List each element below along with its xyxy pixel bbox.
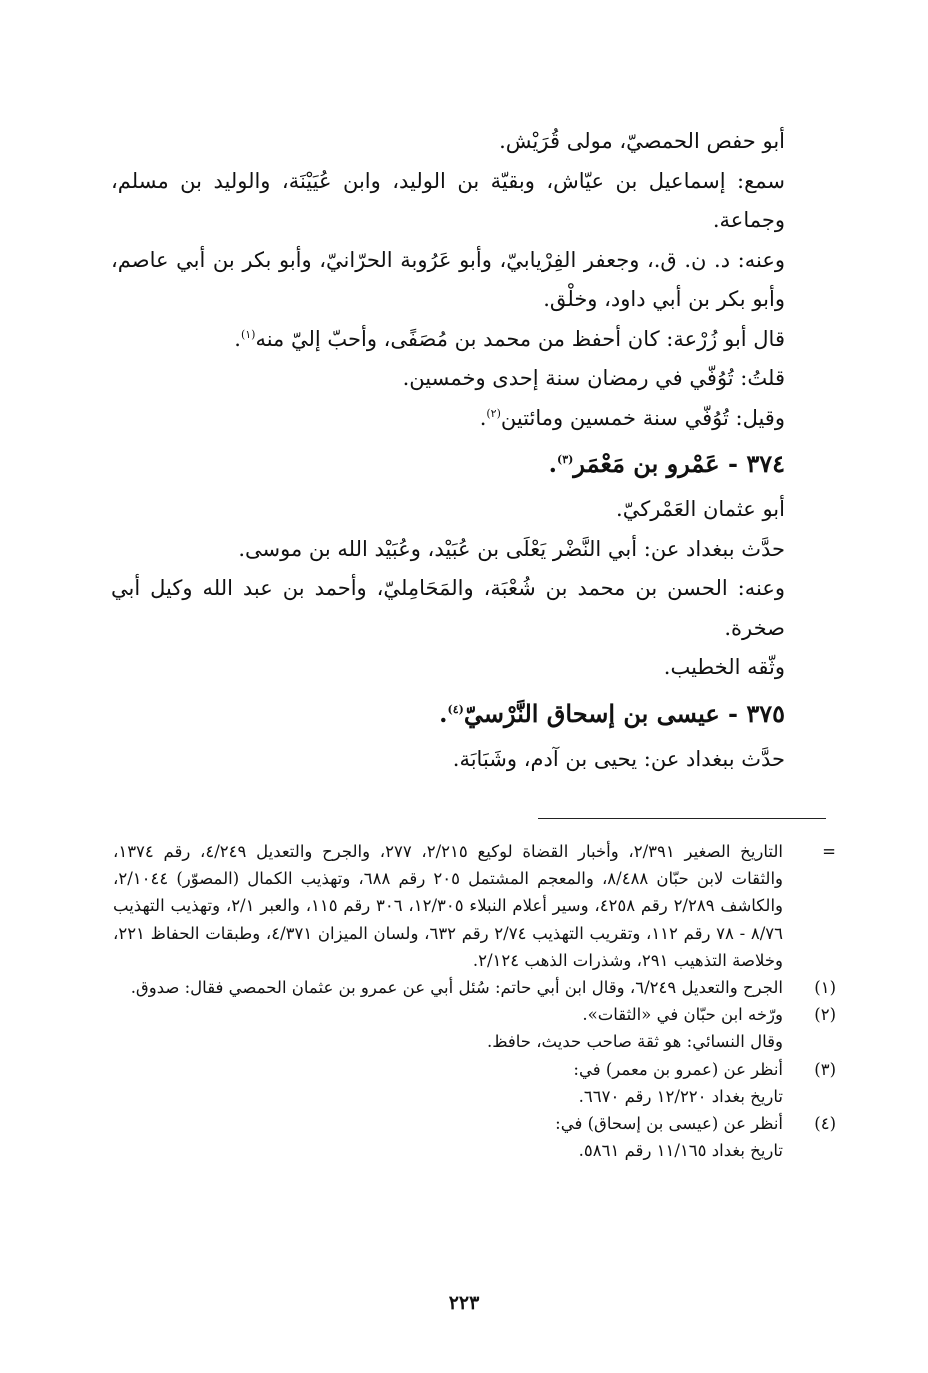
footnote-body [113, 1056, 783, 1110]
footnote-text: تاريخ بغداد ١١/١٦٥ رقم ٥٨٦١. [578, 1141, 783, 1161]
entry-375-heading-end: . [439, 698, 448, 728]
entry-374-authentication: وثّقه الخطيب. [663, 655, 785, 679]
footnote-text: أنظر عن (عيسى بن إسحاق) في: [555, 1114, 783, 1134]
footnote-mark: (٢) [814, 1005, 836, 1025]
footnote-text: أنظر عن (عمرو بن معمر) في: [573, 1059, 783, 1079]
footnote-ref-4: (٤) [447, 702, 464, 716]
footnote-text: تاريخ بغداد ١٢/٢٢٠ رقم ٦٦٧٠. [578, 1086, 783, 1106]
entry-374-name: عَمْرو بن مَعْمَر [573, 449, 720, 478]
entry-373-abu-zura-quote: قال أبو زُرْعة: كان أحفظ من محمد بن مُصَفًى، وأحبّ إليّ منه$^{(١)}$. [234, 326, 785, 351]
footnote-mark: (٤) [814, 1114, 836, 1134]
entry-374-number: ٣٧٤ [746, 449, 785, 478]
entry-374-narrated-in-baghdad: حدَّث ببغداد عن: أبي النَّضْر يَعْلَى بن عُبَيْد، وعُبَيْد الله بن موسى. [238, 536, 785, 561]
footnote-2 [113, 1001, 838, 1055]
main-text [111, 122, 823, 779]
entry-373-death-note: قلتُ: تُوُفّي في رمضان سنة إحدى وخمسين. [402, 366, 785, 390]
entry-374-kunya-line: أبو عثمان العَمْركيّ. [616, 497, 785, 521]
entry-375-name: عيسى بن إسحاق النَّرْسيّ [463, 698, 720, 728]
entry-374-narrators: وعنه: الحسن بن محمد بن شُعْبَة، والمَحَامِليّ، وأحمد بن عبد الله وكيل أبي صخرة. [111, 576, 785, 640]
footnote-mark: (١) [814, 978, 836, 998]
entry-373-narrators: وعنه: د. ن. ق.، وجعفر الفِرْيابيّ، وأبو عَرُوبة الحرّانيّ، وأبو بكر بن أبي عاصم، وأبو بكر بن أبي داود، وخلْق. [111, 247, 785, 311]
entry-373-alternate-death: وقيل: تُوُفّي سنة خمسين ومائتين$^{(٢)}$. [479, 405, 785, 430]
page-number: ٢٢٣ [448, 1292, 480, 1314]
footnote-mark: (٣) [814, 1059, 836, 1079]
footnote-4 [113, 1110, 838, 1164]
entry-374-heading-end: . [548, 449, 558, 478]
footnote-body [113, 838, 783, 974]
footnote-ref-2: (٢) [486, 406, 501, 420]
entry-375-narrated-in-baghdad: حدَّث ببغداد عن: يحيى بن آدم، وشَبَابَة. [452, 746, 785, 771]
footnote-separator [538, 818, 826, 819]
footnotes [113, 838, 838, 1164]
entry-374-dash: - [728, 449, 738, 478]
abu-zura-quote-text: قال أبو زُرْعة: كان أحفظ من محمد بن مُصَفًى، وأحبّ إليّ منه [255, 326, 785, 351]
alternate-death-text: وقيل: تُوُفّي سنة خمسين ومائتين [500, 405, 785, 430]
entry-373-heard-from: سمع: إسماعيل بن عيّاش، وبقيّة بن الوليد، وابن عُيَيْنَة، والوليد بن مسلم، وجماعة. [111, 168, 785, 232]
entry-373-kunya-line: أبو حفص الحمصيّ، مولى قُرَيْش. [499, 129, 785, 153]
footnote-body [113, 1110, 783, 1164]
footnote-continuation [113, 838, 838, 974]
footnote-ref-3: (٣) [557, 453, 574, 466]
footnote-body [113, 974, 783, 1001]
entry-375-dash: - [728, 698, 738, 728]
footnote-text: ورّخه ابن حبّان في «الثقات». [582, 1005, 783, 1025]
footnote-mark: = [822, 842, 836, 861]
entry-375-heading [111, 688, 823, 740]
entry-374-heading [111, 438, 823, 490]
footnote-ref-1: (١) [240, 327, 256, 341]
footnote-text: الجرح والتعديل ٦/٢٤٩، وقال ابن أبي حاتم: سُئل أبي عن عمرو بن عثمان الحمصي فقال: صدوق. [130, 978, 783, 998]
footnote-text: التاريخ الصغير ٢/٣٩١، وأخبار القضاة لوكيع ٢/٢١٥، ٢٧٧، والجرح والتعديل ٤/٢٤٩، رقم ١٣٧٤، والثقات لابن حبّان ٨/٤٨٨، والمعجم المشتمل ٢٠٥ رقم ٦٨٨، وتهذيب الكمال (المصوّر) ٢/١٠٤٤، والكاشف ٢/٢٨٩ رقم ٤٢٥٨، وسير أعلام النبلاء ١٢/٣٠٥، ٣٠٦ رقم ١١٥، والعبر ٢/١، وتهذيب التهذيب ٨/٧٦ - ٧٨ رقم ١١٢، وتقريب التهذيب ٢/٧٤ رقم ٦٣٢، ولسان الميزان ٤/٣٧١، وطبقات الحفاظ ٢٢١، وخلاصة التذهيب ٢٩١، وشذرات الذهب ٢/١٢٤. [113, 842, 784, 970]
footnote-text: وقال النسائي: هو ثقة صاحب حديث، حافظ. [486, 1032, 783, 1052]
entry-375-number: ٣٧٥ [746, 698, 785, 728]
footnote-body [113, 1001, 783, 1055]
footnote-1 [113, 974, 838, 1001]
footnote-3 [113, 1056, 838, 1110]
